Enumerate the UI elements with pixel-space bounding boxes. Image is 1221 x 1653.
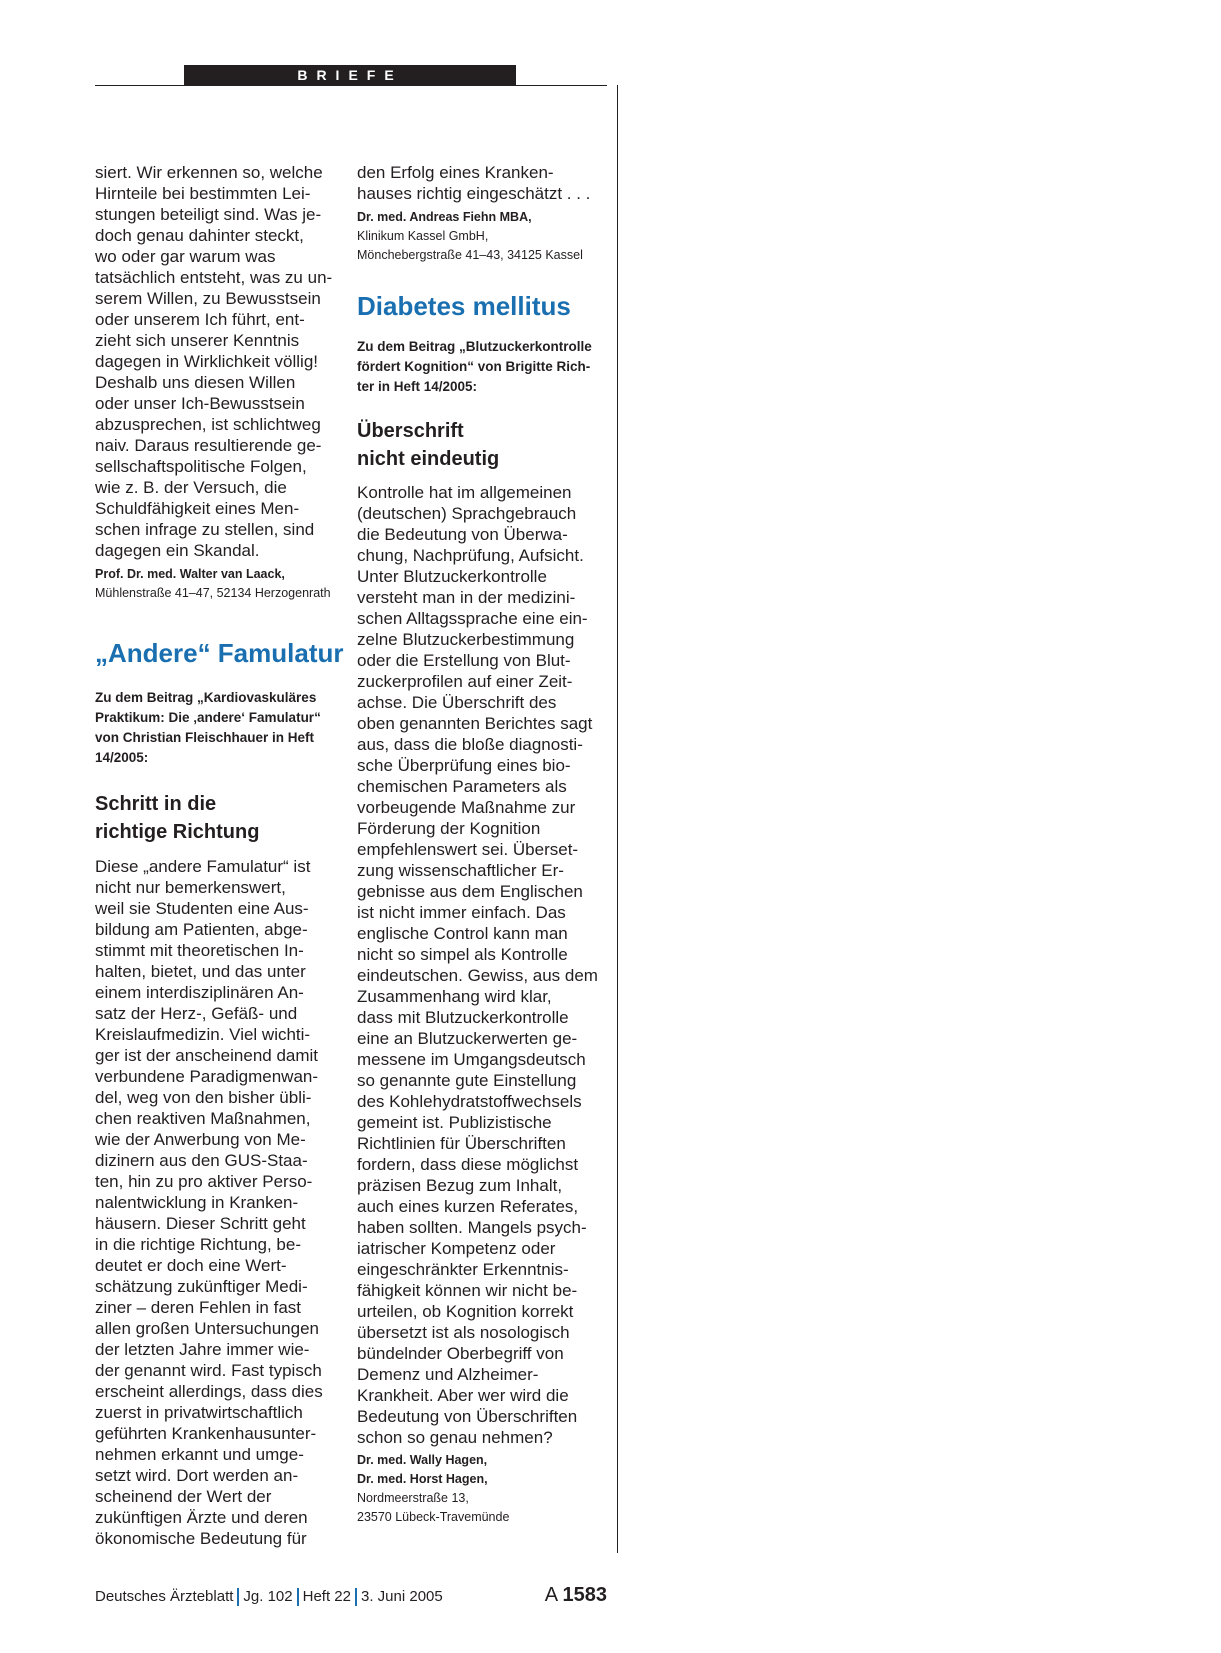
text-line: Praktikum: Die ‚andere‘ Famulatur“ (95, 710, 321, 725)
text-line: Bedeutung von Überschriften (357, 1407, 578, 1426)
text-line: serem Willen, zu Bewusstsein (95, 289, 321, 308)
journal-issue: Heft 22 (302, 1588, 351, 1605)
text-line: zung wissenschaftlicher Er- (357, 861, 564, 880)
text-line: ziner – deren Fehlen in fast (95, 1298, 302, 1317)
text-line: einem interdisziplinären An- (95, 983, 304, 1002)
text-line: Kontrolle hat im allgemeinen (357, 483, 572, 502)
text-line: Deshalb uns diesen Willen (95, 373, 296, 392)
left-column (95, 162, 345, 1549)
text-line: satz der Herz-, Gefäß- und (95, 1004, 298, 1023)
text-line: des Kohlehydratstoffwechsels (357, 1092, 582, 1111)
article2-signature-names (357, 1451, 609, 1489)
text-line: der letzten Jahre immer wie- (95, 1340, 310, 1359)
text-line: halten, bietet, und das unter (95, 962, 306, 981)
text-line: setzt wird. Dort werden an- (95, 1466, 299, 1485)
text-line: von Christian Fleischhauer in Heft (95, 730, 315, 745)
text-line: eingeschränkter Erkenntnis- (357, 1260, 569, 1279)
text-line: Zusammenhang wird klar, (357, 987, 552, 1006)
text-line: ten, hin zu pro aktiver Perso- (95, 1172, 313, 1191)
text-line: Nordmeerstraße 13, (357, 1491, 469, 1505)
text-line: Förderung der Kognition (357, 819, 541, 838)
text-line: dagegen ein Skandal. (95, 541, 260, 560)
text-line: siert. Wir erkennen so, welche (95, 163, 323, 182)
text-line: der genannt wird. Fast typisch (95, 1361, 322, 1380)
text-line: urteilen, ob Kognition korrekt (357, 1302, 574, 1321)
text-line: erscheint allerdings, dass dies (95, 1382, 323, 1401)
letter1-body (95, 162, 345, 561)
text-line: oder unserem Ich führt, ent- (95, 310, 305, 329)
text-line: stimmt mit theoretischen In- (95, 941, 304, 960)
text-line: Demenz und Alzheimer- (357, 1365, 539, 1384)
text-line: chemischen Parameters als (357, 777, 567, 796)
article1-body (95, 856, 345, 1549)
journal-name: Deutsches Ärzteblatt (95, 1588, 234, 1605)
text-line: nicht so simpel als Kontrolle (357, 945, 568, 964)
text-line: geführten Krankenhausunter- (95, 1424, 317, 1443)
text-line: oder die Erstellung von Blut- (357, 651, 571, 670)
text-line: auch eines kurzen Referates, (357, 1197, 579, 1216)
text-line: Richtlinien für Überschriften (357, 1134, 566, 1153)
article2-headline (357, 417, 609, 473)
text-line: wie der Anwerbung von Me- (95, 1130, 306, 1149)
text-line: Überschrift (357, 420, 464, 442)
text-line: haben sollten. Mangels psych- (357, 1218, 587, 1237)
text-line: eine an Blutzuckerwerten ge- (357, 1029, 578, 1048)
text-line: schon so genau nehmen? (357, 1428, 553, 1447)
text-line: Klinikum Kassel GmbH, (357, 229, 489, 243)
footer-separator (355, 1588, 357, 1606)
text-line: abzusprechen, ist schlichtweg (95, 415, 321, 434)
text-line: Diese „andere Famulatur“ ist (95, 857, 311, 876)
text-line: fordern, dass diese möglichst (357, 1155, 579, 1174)
article1-lead (95, 688, 345, 768)
text-line: richtige Richtung (95, 821, 260, 843)
text-line: den Erfolg eines Kranken- (357, 163, 554, 182)
text-line: englische Control kann man (357, 924, 568, 943)
text-line: oder unser Ich-Bewusstsein (95, 394, 305, 413)
page-number-value: 1583 (562, 1584, 607, 1606)
text-line: bündelnder Oberbegriff von (357, 1344, 564, 1363)
text-line: Zu dem Beitrag „Blutzuckerkontrolle (357, 339, 592, 354)
article1-topic: „Andere“ Famulatur (95, 638, 344, 668)
article2-topic: Diabetes mellitus (357, 291, 571, 321)
article1-body-continued (357, 162, 609, 204)
text-line: zelne Blutzuckerbestimmung (357, 630, 575, 649)
text-line: ökonomische Bedeutung für (95, 1529, 307, 1548)
text-line: nalentwicklung in Kranken- (95, 1193, 299, 1212)
text-line: aus, dass die bloße diagnosti- (357, 735, 583, 754)
text-line: 23570 Lübeck-Travemünde (357, 1510, 510, 1524)
text-line: schen Alltagssprache eine ein- (357, 609, 588, 628)
text-line: stungen beteiligt sind. Was je- (95, 205, 322, 224)
text-line: nehmen erkannt und umge- (95, 1445, 304, 1464)
text-line: Zu dem Beitrag „Kardiovaskuläres (95, 690, 317, 705)
page-prefix: A (544, 1584, 557, 1606)
text-line: sellschaftspolitische Folgen, (95, 457, 307, 476)
text-line: übersetzt ist als nosologisch (357, 1323, 570, 1342)
text-line: oben genannten Berichtes sagt (357, 714, 593, 733)
text-line: empfehlenswert sei. Überset- (357, 840, 579, 859)
text-line: wie z. B. der Versuch, die (95, 478, 287, 497)
right-column (357, 162, 609, 1527)
text-line: gemeint ist. Publizistische (357, 1113, 552, 1132)
article1-signature-address (357, 227, 609, 265)
text-line: fördert Kognition“ von Brigitte Rich- (357, 359, 591, 374)
footer-citation (95, 1585, 443, 1609)
text-line: hauses richtig eingeschätzt . . . (357, 184, 591, 203)
letter1-signature-name: Prof. Dr. med. Walter van Laack, (95, 567, 285, 581)
article1-signature-name: Dr. med. Andreas Fiehn MBA, (357, 210, 532, 224)
text-line: Hirnteile bei bestimmten Lei- (95, 184, 311, 203)
text-line: verbundene Paradigmenwan- (95, 1067, 319, 1086)
text-line: versteht man in der medizini- (357, 588, 576, 607)
text-line: Schritt in die (95, 793, 217, 815)
text-line: chung, Nachprüfung, Aufsicht. (357, 546, 584, 565)
text-line: tatsächlich entsteht, was zu un- (95, 268, 333, 287)
text-line: wo oder gar warum was (95, 247, 276, 266)
text-line: dass mit Blutzuckerkontrolle (357, 1008, 569, 1027)
text-line: deutet er doch eine Wert- (95, 1256, 287, 1275)
text-line: ist nicht immer einfach. Das (357, 903, 566, 922)
article1-headline (95, 790, 345, 846)
header-rule (95, 85, 607, 86)
letter1-signature-address: Mühlenstraße 41–47, 52134 Herzogenrath (95, 586, 331, 600)
text-line: ger ist der anscheinend damit (95, 1046, 319, 1065)
footer-separator (237, 1588, 239, 1606)
text-line: eindeutschen. Gewiss, aus dem (357, 966, 598, 985)
text-line: Krankheit. Aber wer wird die (357, 1386, 569, 1405)
text-line: dagegen in Wirklichkeit völlig! (95, 352, 318, 371)
text-line: in die richtige Richtung, be- (95, 1235, 302, 1254)
text-line: dizinern aus den GUS-Staa- (95, 1151, 308, 1170)
text-line: so genannte gute Einstellung (357, 1071, 577, 1090)
text-line: del, weg von den bisher übli- (95, 1088, 312, 1107)
journal-volume: Jg. 102 (243, 1588, 293, 1605)
article2-body (357, 482, 609, 1448)
journal-date: 3. Juni 2005 (361, 1588, 443, 1605)
text-line: vorbeugende Maßnahme zur (357, 798, 576, 817)
text-line: Kreislaufmedizin. Viel wichti- (95, 1025, 311, 1044)
text-line: sche Überprüfung eines bio- (357, 756, 571, 775)
text-line: messene im Umgangsdeutsch (357, 1050, 586, 1069)
text-line: allen großen Untersuchungen (95, 1319, 319, 1338)
page-footer (95, 1585, 607, 1609)
text-line: schätzung zukünftiger Medi- (95, 1277, 308, 1296)
text-line: weil sie Studenten eine Aus- (95, 899, 309, 918)
text-line: Dr. med. Wally Hagen, (357, 1453, 488, 1467)
footer-separator (297, 1588, 299, 1606)
text-line: Unter Blutzuckerkontrolle (357, 567, 547, 586)
text-line: chen reaktiven Maßnahmen, (95, 1109, 311, 1128)
article2-signature-address (357, 1489, 609, 1527)
text-line: Mönchebergstraße 41–43, 34125 Kassel (357, 248, 583, 262)
article2-lead (357, 337, 609, 397)
text-line: zieht sich unserer Kenntnis (95, 331, 300, 350)
text-line: die Bedeutung von Überwa- (357, 525, 568, 544)
text-line: doch genau dahinter steckt, (95, 226, 304, 245)
text-line: nicht eindeutig (357, 448, 500, 470)
text-line: (deutschen) Sprachgebrauch (357, 504, 577, 523)
text-line: naiv. Daraus resultierende ge- (95, 436, 322, 455)
text-line: nicht nur bemerkenswert, (95, 878, 286, 897)
text-line: gebnisse aus dem Englischen (357, 882, 583, 901)
text-line: zuckerprofilen auf einer Zeit- (357, 672, 573, 691)
text-line: schen infrage zu stellen, sind (95, 520, 315, 539)
text-line: zuerst in privatwirtschaftlich (95, 1403, 303, 1422)
text-line: bildung am Patienten, abge- (95, 920, 308, 939)
text-line: scheinend der Wert der (95, 1487, 272, 1506)
text-line: 14/2005: (95, 750, 149, 765)
text-line: ter in Heft 14/2005: (357, 379, 478, 394)
text-line: zukünftigen Ärzte und deren (95, 1508, 308, 1527)
text-line: achse. Die Überschrift des (357, 693, 557, 712)
text-line: Dr. med. Horst Hagen, (357, 1472, 488, 1486)
text-line: präzisen Bezug zum Inhalt, (357, 1176, 563, 1195)
text-line: Schuldfähigkeit eines Men- (95, 499, 300, 518)
text-line: häusern. Dieser Schritt geht (95, 1214, 306, 1233)
text-line: fähigkeit können wir nicht be- (357, 1281, 578, 1300)
column-rule (617, 85, 618, 1553)
section-header: BRIEFE (184, 65, 516, 85)
page-number (545, 1583, 607, 1607)
text-line: iatrischer Kompetenz oder (357, 1239, 556, 1258)
